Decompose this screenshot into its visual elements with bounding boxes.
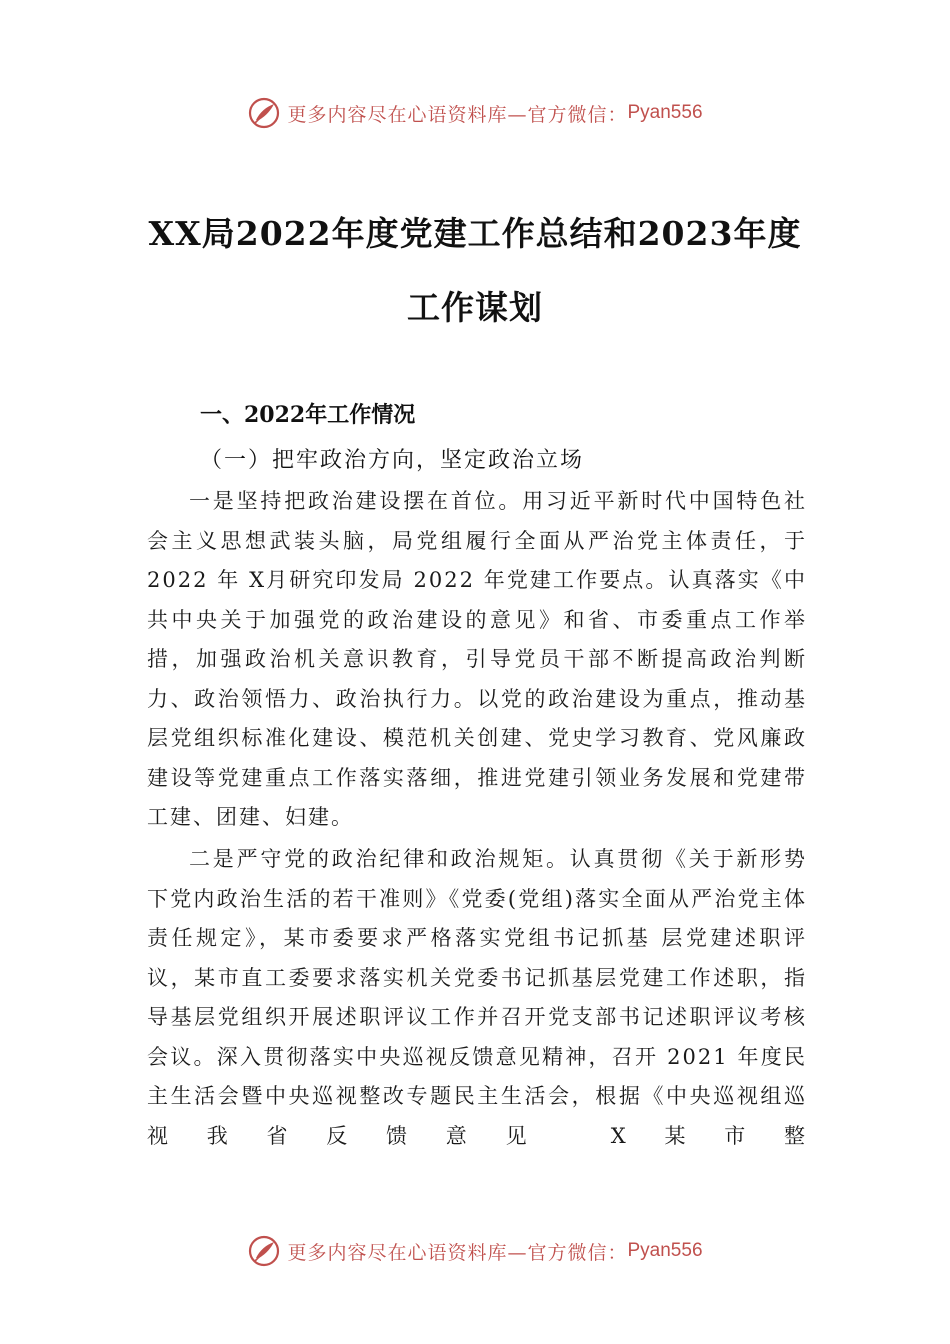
subsection-heading: （一）把牢政治方向，坚定政治立场 <box>200 448 585 473</box>
quill-logo-icon <box>247 1234 281 1268</box>
document-title-line1: XX局2022年度党建工作总结和2023年度 <box>148 214 802 253</box>
watermark-wechat: Pyan556 <box>627 1240 703 1261</box>
watermark-text: 更多内容尽在心语资料库—官方微信： <box>287 1241 628 1264</box>
section-heading: 一、2022年工作情况 <box>200 402 416 428</box>
watermark-banner-bottom <box>0 1234 950 1268</box>
watermark-wechat: Pyan556 <box>627 102 703 123</box>
quill-logo-icon <box>247 96 281 130</box>
paragraph-2: 二是严守党的政治纪律和政治规矩。认真贯彻《关于新形势下党内政治生活的若干准则》《党委(党组)落实全面从严治党主体责任规定》，某市委要求严格落实党组书记抓基 层党建述职评议，某市直工委要求落实机关党委书记抓基层党建工作述职，指导基层党组织开展述职评议工作并召开党支部书记述职评议考核会议。深入贯彻落实中央巡视反馈意见精神，召开 2021 年度民主生活会暨中央巡视整改专题民主生活会，根据《中央巡视组巡视我省反馈意见 X某市整 <box>147 847 807 1148</box>
paragraph-1: 一是坚持把政治建设摆在首位。用习近平新时代中国特色社会主义思想武装头脑，局党组履行全面从严治党主体责任，于 2022 年 X月研究印发局 2022 年党建工作要点。认真落实《中共中央关于加强党的政治建设的意见》和省、市委重点工作举措，加强政治机关意识教育，引导党员干部不断提高政治判断力、政治领悟力、政治执行力。以党的政治建设为重点，推动基层党组织标准化建设、模范机关创建、党史学习教育、党风廉政建设等党建重点工作落实落细，推进党建引领业务发展和党建带工建、团建、妇建。 <box>147 489 807 829</box>
document-title-line2: 工作谋划 <box>407 288 543 327</box>
watermark-banner-top <box>0 96 950 130</box>
watermark-text: 更多内容尽在心语资料库—官方微信： <box>287 103 628 126</box>
